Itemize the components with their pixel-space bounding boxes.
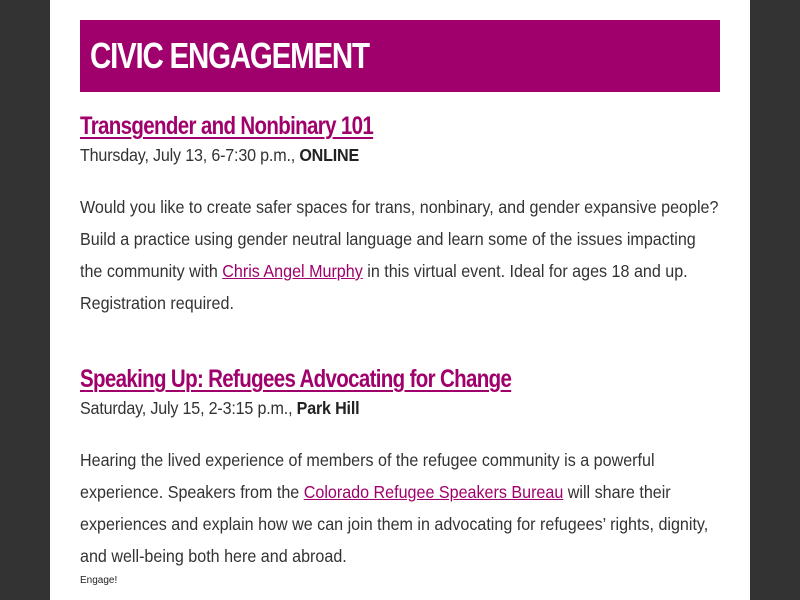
footer-label: Engage! xyxy=(80,575,121,586)
event-location: ONLINE xyxy=(299,145,360,165)
event-description xyxy=(80,191,720,319)
event-title-link[interactable]: Speaking Up: Refugees Advocating for Change xyxy=(80,365,512,393)
event-date: Thursday, July 13, 6-7:30 p.m., xyxy=(80,145,300,165)
event-location: Park Hill xyxy=(296,398,360,418)
event-description-text: Hearing the lived experience of members of the refugee community is a powerful experience. Speakers from the xyxy=(80,450,655,502)
event-meta xyxy=(80,398,669,419)
event-date: Saturday, July 15, 2-3:15 p.m., xyxy=(80,398,297,418)
section-header xyxy=(80,20,720,92)
event-description-text: will share their experiences and explain how we can join them in advocating for refugees’ rights, dignity, and well-being both here and abroad. xyxy=(80,482,709,566)
event-description xyxy=(80,444,720,572)
event-meta xyxy=(80,145,669,166)
page xyxy=(50,0,750,600)
event-item xyxy=(80,112,720,319)
section-title: CIVIC ENGAGEMENT xyxy=(90,35,369,76)
event-title-link[interactable]: Transgender and Nonbinary 101 xyxy=(80,112,374,140)
presenter-link[interactable]: Chris Angel Murphy xyxy=(222,261,363,281)
event-item xyxy=(80,365,720,572)
speakers-bureau-link[interactable]: Colorado Refugee Speakers Bureau xyxy=(303,482,564,502)
event-description-text: in this virtual event. Ideal for ages 18 and up. Registration required. xyxy=(80,261,688,313)
event-description-text: Would you like to create safer spaces for trans, nonbinary, and gender expansive people? Build a practice using gender neutral language and learn some of the issues impacting the community with xyxy=(80,197,719,281)
